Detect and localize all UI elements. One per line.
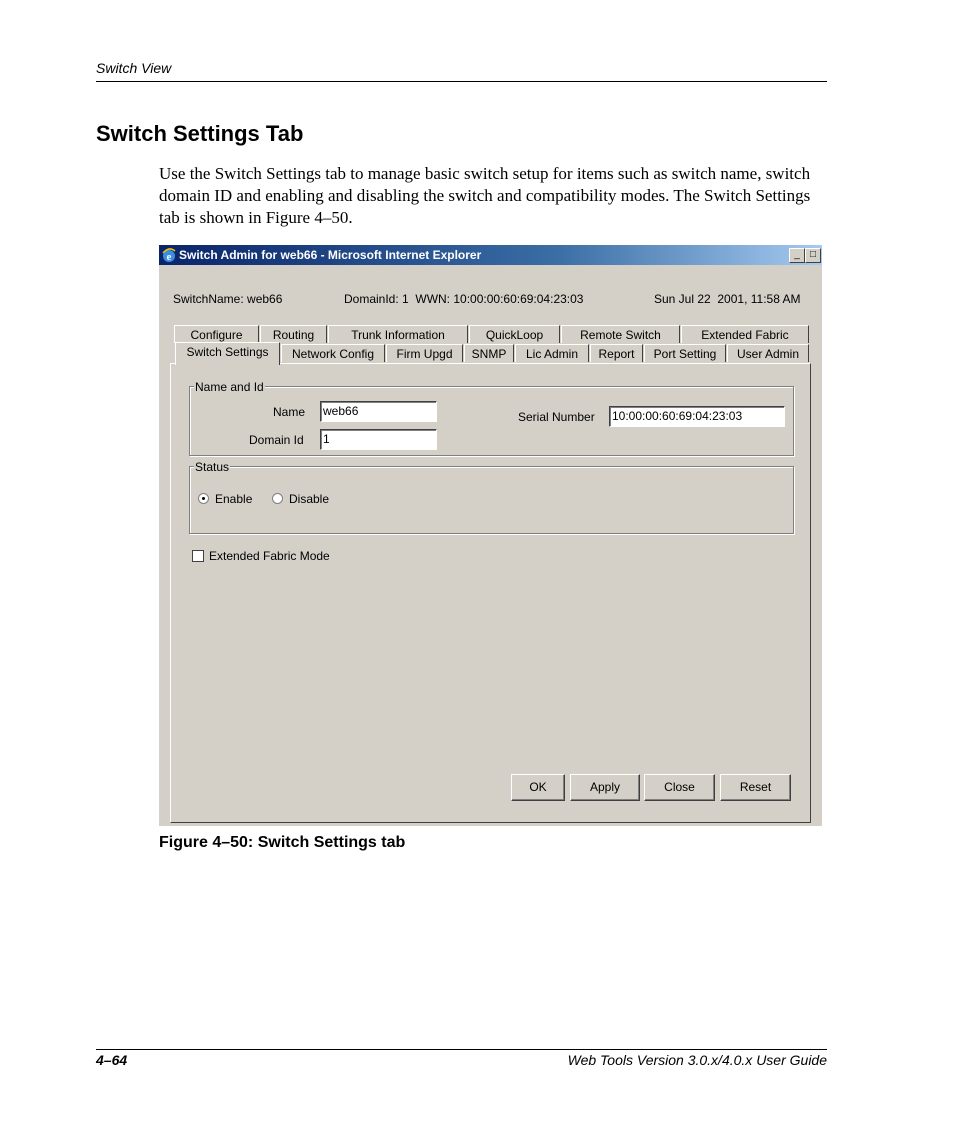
running-head: Switch View [96,60,172,76]
enable-radio-dot [202,497,205,500]
intro-paragraph: Use the Switch Settings tab to manage basic switch setup for items such as switch name, switch domain ID and enabling and disabling the switch and compatibility modes. The Switch Settings tab is shown in Figure 4–50. [159,164,811,227]
minimize-button[interactable]: _ [789,248,805,263]
tab-switch-settings[interactable]: Switch Settings [175,342,280,365]
tab-snmp[interactable]: SNMP [464,344,514,362]
enable-radio[interactable] [198,493,209,504]
window-title: Switch Admin for web66 - Microsoft Internet Explorer [179,248,482,262]
tab-routing[interactable]: Routing [260,325,327,343]
tab-trunk-information[interactable]: Trunk Information [328,325,468,343]
section-title: Switch Settings Tab [96,121,304,146]
tab-configure[interactable]: Configure [174,325,259,343]
guide-title: Web Tools Version 3.0.x/4.0.x User Guide [567,1052,827,1068]
tab-lic-admin[interactable]: Lic Admin [515,344,589,362]
header-rule [96,81,827,82]
tab-remote-switch[interactable]: Remote Switch [561,325,680,343]
figure-caption: Figure 4–50: Switch Settings tab [159,834,406,851]
name-input[interactable]: web66 [320,401,437,422]
title-bar [159,245,822,265]
extended-fabric-checkbox[interactable] [192,550,204,562]
close-button[interactable]: Close [644,774,715,801]
name-label: Name [273,405,306,419]
svg-text:e: e [166,251,172,263]
footer-rule [96,1049,827,1050]
tab-extended-fabric[interactable]: Extended Fabric [681,325,809,343]
apply-button[interactable]: Apply [570,774,640,801]
reset-button[interactable]: Reset [720,774,791,801]
maximize-button[interactable]: □ [805,248,821,263]
enable-label: Enable [215,492,253,506]
domain-id-input[interactable]: 1 [320,429,437,450]
internet-explorer-icon [161,247,177,263]
serial-number-label: Serial Number [518,410,595,424]
switch-name-info: SwitchName: web66 [173,292,283,306]
tab-port-setting[interactable]: Port Setting [644,344,726,362]
extended-fabric-label: Extended Fabric Mode [209,549,330,563]
name-and-id-legend: Name and Id [195,380,264,394]
disable-label: Disable [289,492,330,506]
tab-firm-upgd[interactable]: Firm Upgd [386,344,463,362]
domain-id-label: Domain Id [249,433,304,447]
tab-report[interactable]: Report [590,344,643,362]
tab-quickloop[interactable]: QuickLoop [469,325,560,343]
page-number: 4–64 [96,1052,128,1068]
ok-button[interactable]: OK [511,774,565,801]
datetime-info: Sun Jul 22 2001, 11:58 AM [654,292,801,306]
browser-window [159,245,822,826]
domain-wwn-info: DomainId: 1 WWN: 10:00:00:60:69:04:23:03 [344,292,584,306]
disable-radio[interactable] [272,493,283,504]
tab-network-config[interactable]: Network Config [281,344,385,362]
tab-user-admin[interactable]: User Admin [727,344,809,362]
status-legend: Status [195,460,230,474]
serial-number-field: 10:00:00:60:69:04:23:03 [609,406,785,427]
